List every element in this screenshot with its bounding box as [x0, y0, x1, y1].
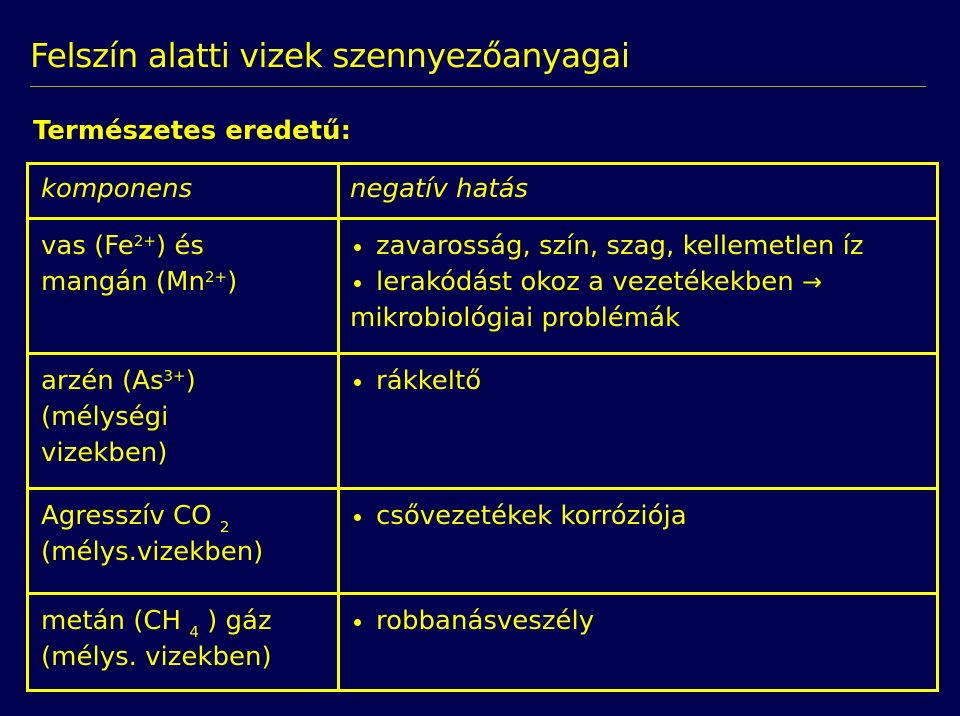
- table-row: [28, 594, 938, 691]
- section-subtitle: Természetes eredetű:: [33, 116, 351, 146]
- header-effect-label: negatív hatás: [350, 174, 529, 204]
- component-cell: [28, 354, 339, 489]
- table-header-row: [28, 164, 938, 219]
- component-line: (mélységi: [41, 402, 169, 432]
- effect-cell: [339, 489, 938, 594]
- table-row: [28, 354, 938, 489]
- title-divider: [30, 86, 926, 87]
- component-line: vas $(Fe^{2+})$ és: [41, 231, 204, 261]
- header-component-label: komponens: [41, 174, 193, 204]
- header-component: [28, 164, 339, 219]
- component-cell: [28, 489, 339, 594]
- component-line: arzén $(As^{3+})$: [41, 366, 196, 396]
- effect-bullet: robbanásveszély: [350, 603, 936, 639]
- page-title: Felszín alatti vizek szennyezőanyagai: [30, 36, 630, 75]
- effect-bullet: zavarosság, szín, szag, kellemetlen íz: [350, 228, 936, 264]
- header-effect: [339, 164, 938, 219]
- component-line: (mélys. vizekben): [41, 642, 272, 672]
- component-line: metán (CH $_4$ ) gáz: [41, 606, 272, 641]
- component-line: mangán $(Mn^{2+})$: [41, 267, 238, 297]
- effect-bullet: rákkeltő: [350, 363, 936, 399]
- table-row: [28, 489, 938, 594]
- effect-cell: [339, 354, 938, 489]
- effect-bullet: lerakódást okoz a vezetékekben →: [350, 264, 936, 300]
- pollutant-table: [26, 162, 939, 692]
- component-line: vizekben): [41, 438, 168, 468]
- effect-cell: [339, 594, 938, 691]
- component-cell: [28, 219, 339, 354]
- effect-continuation: mikrobiológiai problémák: [350, 303, 681, 333]
- arrow-right-icon: →: [802, 268, 823, 296]
- component-line: (mélys.vizekben): [41, 537, 264, 567]
- component-line: Agresszív CO $_2$: [41, 501, 230, 536]
- component-cell: [28, 594, 339, 691]
- effect-bullet: csővezetékek korróziója: [350, 498, 936, 534]
- table-row: [28, 219, 938, 354]
- effect-cell: [339, 219, 938, 354]
